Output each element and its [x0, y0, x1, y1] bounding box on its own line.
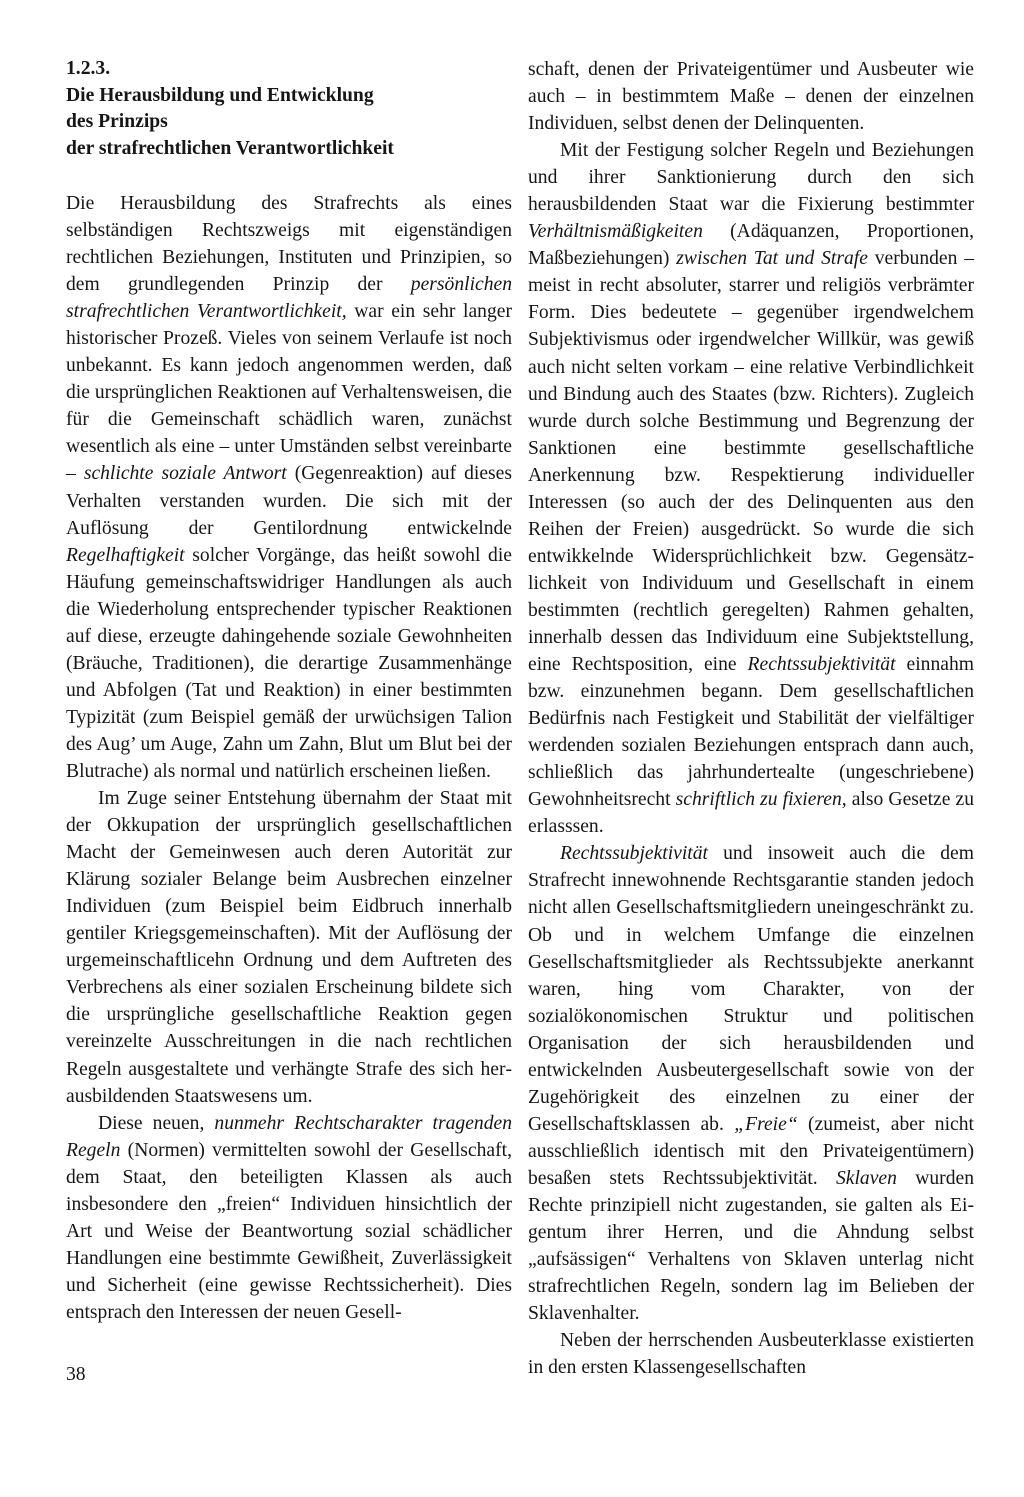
section-title-line-3: der strafrechtlichen Verantwortlichkeit: [66, 137, 394, 159]
page-number: 38: [66, 1364, 86, 1385]
text-run: schaft, denen der Privateigentümer und Ausbeuter wie auch – in bestimmtem Maße – denen der einzelnen Individuen, selbst denen der Delinquenten.: [528, 59, 974, 135]
text-run: (zumeist, aber nicht ausschließlich identisch mit den Privateigentümern) besaßen stets Rechtssubjektivität.: [528, 1113, 974, 1189]
right-column: [528, 56, 974, 1381]
text-run: solcher Vorgänge, das heißt sowohl die Häufung gemeinschaftswidriger Handlungen als auch die Wiederholung entsprechender typischer Reaktionen auf diese, erzeugte dahingehende soziale Gewohnheiten (Bräuche, Traditionen), die derartige Zusammenhänge und Abfolgen (Tat und Reaktion) in einer bestimmten Typizität (zum Beispiel gemäß der urwüchsigen Talion des Aug’ um Auge, Zahn um Zahn, Blut um Blut bei der Blutrache) als normal und natürlich erscheinen ließen.: [66, 544, 512, 782]
text-run: also Gesetze zu erlasssen.: [528, 789, 974, 838]
text-run: Diese neuen,: [98, 1112, 215, 1134]
text-run: einnahm bzw. einzunehmen begann. Dem gesellschaftlichen Bedürfnis nach Festigkeit und Stabilität der vielfältiger werdenden sozialen Beziehungen entsprach dann auch, schließlich das jahrhundertealte (ungeschriebene) Gewohnheitsrecht: [528, 654, 974, 811]
section-number: 1.2.3.: [66, 58, 111, 79]
text-run: Im Zuge seiner Entstehung übernahm der Staat mit der Okkupation der ursprünglich gesellschaftlichen Macht der Gemeinwesen auch deren Autorität zur Klärung sozialer Belange beim Ausbrechen einzelner Individuen (zum Beispiel beim Eidbruch innerhalb gentiler Kriegsgemeinschaften). Mit der Auflösung der urgemeinschaftlicehn Ordnung und dem Auftreten des Verbrechens als einer sozialen Erscheinung bildete sich die ursprüngliche gesellschaftliche Reaktion gegen vereinzelte Ausschreitungen in die nach rechtlichen Regeln ausgestaltete und verhängte Strafe des sich herausbildenden Staatswesens um.: [66, 788, 512, 1107]
text-run: (Gegenreaktion) auf dieses Verhalten verstanden wurden. Die sich mit der Auflösung der Gentilordnung entwickelnde: [66, 463, 512, 539]
section-title-line-2: des Prinzips: [66, 111, 168, 132]
text-run: wurden Rechte prinzipiell nicht zugestanden, sie galten als Eigentum ihrer Herren, und die Ahndung selbst „aufsässigen“ Verhaltens von Sklaven unterlag nicht strafrechtlichen Regeln, sondern lag im Belieben der Sklavenhalter.: [528, 1167, 974, 1325]
emphasized-text: persönlichen strafrechtlichen Verantwortlichkeit,: [66, 274, 512, 323]
paragraph: [66, 785, 512, 1110]
section-heading: [66, 56, 512, 162]
text-run: Mit der Festigung solcher Regeln und Beziehungen und ihrer Sanktionierung durch den sich herausbildenden Staat war die Fixierung bestimmter: [528, 140, 974, 216]
emphasized-text: nunmehr Rechtscharakter tragenden Regeln: [66, 1112, 512, 1161]
paragraph: [528, 840, 974, 1327]
left-column-body: [66, 190, 512, 1326]
text-run: und insoweit auch die dem Strafrecht innewohnende Rechtsgarantie standen jedoch nicht allen Gesellschaftsmitgliedern uneingeschränkt zu. Ob und in welchem Umfange die einzelnen Gesellschaftsmitglieder als Rechtssubjekte anerkannt waren, hing vom Charakter, von der sozialökonomischen Struktur und politischen Organisation der sich herausbildenden und entwickelnden Ausbeutergesellschaft sowie von der Zugehörigkeit des einzelnen zu einer der Gesellschaftsklassen ab.: [528, 843, 974, 1135]
emphasized-text: Verhältnismäßigkeiten: [528, 221, 703, 243]
paragraph: [66, 190, 512, 785]
emphasized-text: schriftlich zu fixieren,: [675, 789, 847, 811]
text-run: Die Herausbildung des Strafrechts als eines selbständigen Rechtszweigs mit eigenständigen rechtlichen Beziehungen, Instituten und Prinzipien, so dem grundlegenden Prinzip der: [66, 193, 512, 296]
paragraph: [528, 137, 974, 840]
paragraph: [66, 1110, 512, 1326]
section-title-line-1: Die Herausbildung und Entwicklung: [66, 84, 374, 106]
left-column: [66, 56, 512, 1326]
emphasized-text: Rechtssubjektivität: [747, 654, 896, 676]
text-run: (Adäquanzen, Proportionen, Maßbeziehungen): [528, 221, 974, 270]
emphasized-text: zwischen Tat und Strafe: [676, 248, 868, 270]
paragraph: [528, 1327, 974, 1381]
text-run: (Normen) vermittelten sowohl der Gesellschaft, dem Staat, den beteiligten Klassen als auch insbesondere den „freien“ Individuen hinsichtlich der Art und Weise der Beantwortung sozial schädlicher Handlungen eine bestimmte Gewißheit, Zuverlässigkeit und Sicherheit (eine gewisse Rechtssicherheit). Dies entsprach den Interessen der neuen Gesell-: [66, 1139, 512, 1323]
emphasized-text: Regelhaftigkeit: [66, 544, 185, 566]
right-column-body: [528, 56, 974, 1381]
emphasized-text: schlichte soziale Antwort: [83, 463, 287, 485]
text-run: war ein sehr langer historischer Prozeß. Vieles von seinem Verlaufe ist noch unbekannt. Es kann jedoch angenommen werden, daß die ursprünglichen Reaktionen auf Verhaltensweisen, die für die Gemeinschaft schädlich waren, zunächst wesentlich als eine – unter Umständen selbst vereinbarte –: [66, 301, 512, 485]
emphasized-text: Sklaven: [835, 1167, 897, 1189]
emphasized-text: Rechtssubjektivität: [560, 843, 708, 865]
text-run: verbunden – meist in recht absoluter, starrer und religiös verbrämter Form. Dies bedeutete – gegenüber irgendwelchem Subjektivismus oder irgendwelcher Willkür, was gewiß auch nicht selten vorkam – eine relative Verbindlichkeit und Bindung auch des Staates (bzw. Richters). Zugleich wurde durch solche Bestimmung und Begrenzung der Sanktionen eine bestimmte gesellschaftliche Anerkennung bzw. Respektierung individueller Interessen (so auch der des Delinquenten aus den Reihen der Freien) ausgedrückt. So wurde die sich entwikkelnde Widersprüchlichkeit bzw. Gegensätzlichkeit von Individuum und Gesellschaft in einem bestimmten (rechtlich geregelten) Rahmen gehalten, innerhalb dessen das Individuum eine Subjektstellung, eine Rechtsposition, eine: [528, 248, 975, 676]
paragraph: [528, 56, 974, 137]
text-run: Neben der herrschenden Ausbeuterklasse existierten in den ersten Klassengesellschaften: [528, 1330, 974, 1379]
emphasized-text: „Freie“: [734, 1113, 798, 1135]
